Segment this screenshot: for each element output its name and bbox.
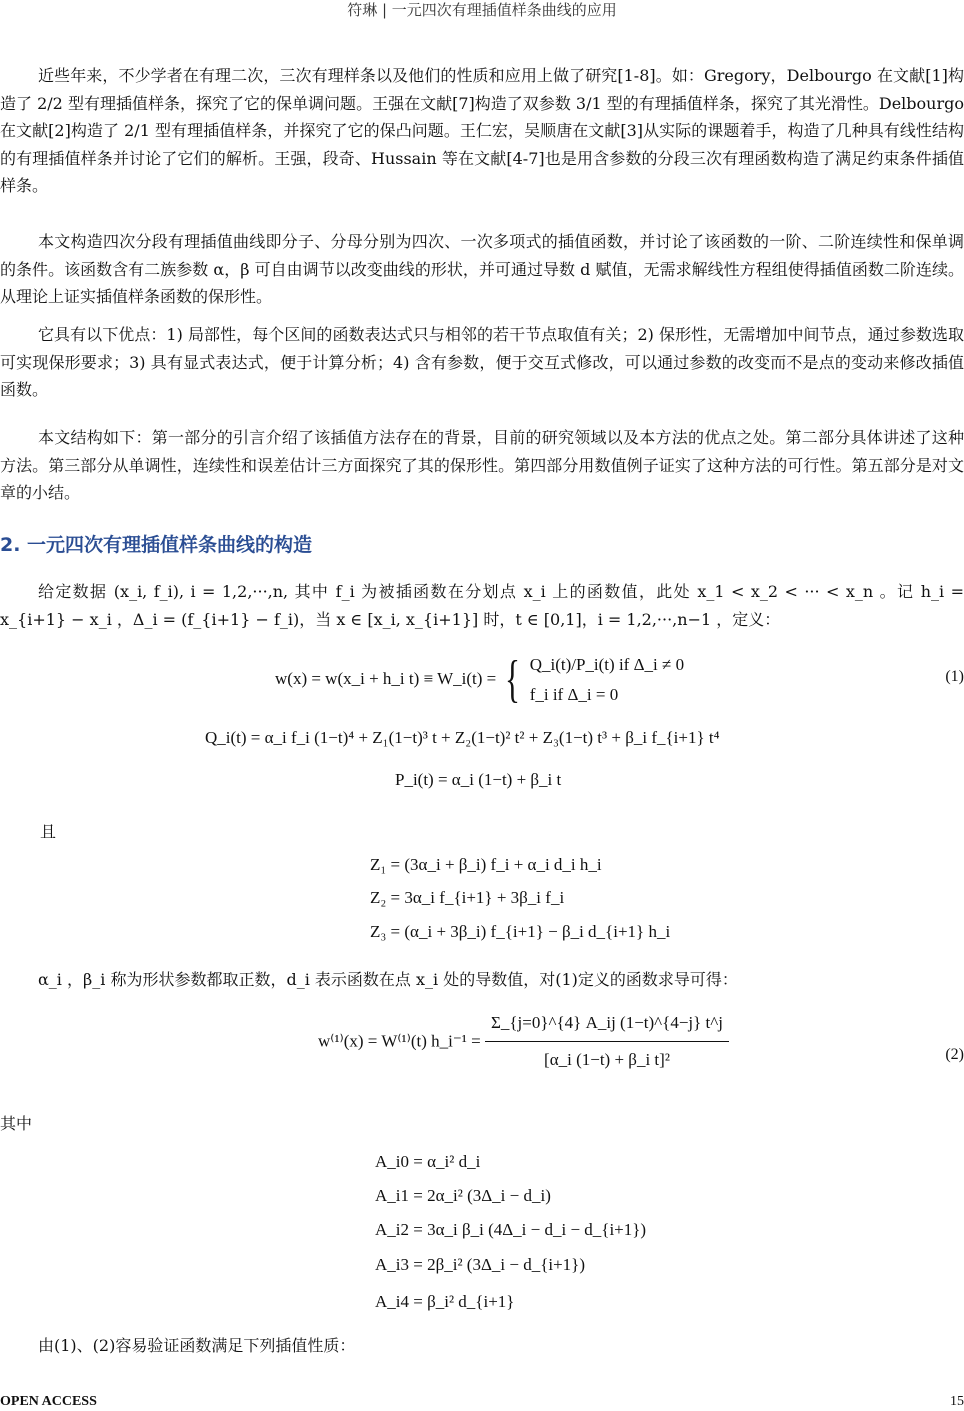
eq1-case2: f_i if Δ_i = 0 — [529, 685, 619, 704]
eq1-lhs: w(x) = w(x_i + h_i t) ≡ W_i(t) = — [275, 668, 497, 688]
eq-Z2: Z₂ = 3α_i f_{i+1} + 3β_i f_i — [370, 888, 565, 907]
eq2-fraction — [485, 1005, 729, 1078]
eq-Q: Q_i(t) = α_i f_i (1−t)⁴ + Z₁(1−t)³ t + Z₂(1−t)² t² + Z₃(1−t) t³ + β_i f_{i+1} t⁴ — [205, 728, 720, 747]
eq2-denominator: [α_i (1−t) + β_i t]² — [544, 1050, 670, 1069]
eq-A0: A_i0 = α_i² d_i — [375, 1152, 481, 1171]
given-data-text: 给定数据 (x_i, f_i), i = 1,2,···,n, 其中 f_i 为被插函数在分划点 x_i 上的函数值，此处 x_1 < x_2 < ··· < x_n 。记 h_i = x_{i+1} − x_i ，Δ_i = (f_{i+1} − f_i)，当 x ∈ [x_i, x_{i+1}] 时，t ∈ [0,1]，i = 1,2,···,n−1 ，定义： — [0, 582, 964, 629]
eq1-case1: Q_i(t)/P_i(t) if Δ_i ≠ 0 — [529, 655, 685, 674]
paragraph-3: 它具有以下优点：1) 局部性，每个区间的函数表达式只与相邻的若干节点取值有关；2) 保形性，无需增加中间节点，通过参数选取可实现保形要求；3) 具有显式表达式，便于计算分析；4) 含有参数，便于交互式修改，可以通过参数的改变而不是点的变动来修改插值函数。 — [0, 325, 964, 399]
eq-A1: A_i1 = 2α_i² (3Δ_i − d_i) — [375, 1186, 551, 1205]
eq2 — [318, 1005, 729, 1078]
where-text: 其中 — [0, 1114, 33, 1133]
paragraph-2: 本文构造四次分段有理插值曲线即分子、分母分别为四次、一次多项式的插值函数，并讨论了该函数的一阶、二阶连续性和保单调的条件。该函数含有二族参数 α，β 可自由调节以改变曲线的形状，并可通过导数 d 赋值，无需求解线性方程组使得插值函数二阶连续。从理论上证实插值样条函数的保形性。 — [0, 232, 964, 306]
eq2-lhs: w⁽¹⁾(x) = W⁽¹⁾(t) h_i⁻¹ = — [318, 1031, 481, 1051]
and-text: 且 — [40, 822, 57, 841]
last-text: 由(1)、(2)容易验证函数满足下列插值性质： — [38, 1336, 356, 1355]
eq-A2: A_i2 = 3α_i β_i (4Δ_i − d_i − d_{i+1}) — [375, 1220, 647, 1239]
eq1 — [275, 650, 684, 710]
section-heading: 2. 一元四次有理插值样条曲线的构造 — [0, 534, 313, 556]
paragraph-4: 本文结构如下：第一部分的引言介绍了该插值方法存在的背景，目前的研究领域以及本方法的优点之处。第二部分具体讲述了这种方法。第三部分从单调性，连续性和误差估计三方面探究了其的保形性。第四部分用数值例子证实了这种方法的可行性。第五部分是对文章的小结。 — [0, 428, 964, 502]
page-number: 15 — [950, 1394, 964, 1409]
eq-Z3: Z₃ = (α_i + 3β_i) f_{i+1} − β_i d_{i+1} h_i — [370, 922, 671, 941]
eq2-number: (2) — [945, 1046, 964, 1063]
open-access-label: OPEN ACCESS — [0, 1394, 97, 1409]
params-text: α_i ，β_i 称为形状参数都取正数，d_i 表示函数在点 x_i 处的导数值，对(1)定义的函数求导可得： — [38, 970, 738, 989]
running-title: 符琳 | 一元四次有理插值样条曲线的应用 — [347, 1, 617, 19]
eq1-number: (1) — [945, 668, 964, 685]
brace-glyph: { — [505, 651, 521, 708]
eq-A3: A_i3 = 2β_i² (3Δ_i − d_{i+1}) — [375, 1255, 586, 1274]
paragraph-1: 近些年来，不少学者在有理二次，三次有理样条以及他们的性质和应用上做了研究[1-8]。如：Gregory，Delbourgo 在文献[1]构造了 2/2 型有理插值样条，探究了它的保单调问题。王强在文献[7]构造了双参数 3/1 型的有理插值样条，探究了其光滑性。Delbourgo 在文献[2]构造了 2/1 型有理插值样条，并探究了它的保凸问题。王仁宏，吴顺唐在文献[3]从实际的课题着手，构造了几种具有线性结构的有理插值样条并讨论了它们的解析。王强，段奇、Hussain 等在文献[4-7]也是用含参数的分段三次有理函数构造了满足约束条件插值样条。 — [0, 66, 964, 195]
eq-A4: A_i4 = β_i² d_{i+1} — [375, 1292, 515, 1311]
eq-Z1: Z₁ = (3α_i + β_i) f_i + α_i d_i h_i — [370, 855, 602, 874]
eq-P: P_i(t) = α_i (1−t) + β_i t — [395, 770, 562, 789]
eq2-numerator: Σ_{j=0}^{4} A_ij (1−t)^{4−j} t^j — [485, 1005, 729, 1042]
